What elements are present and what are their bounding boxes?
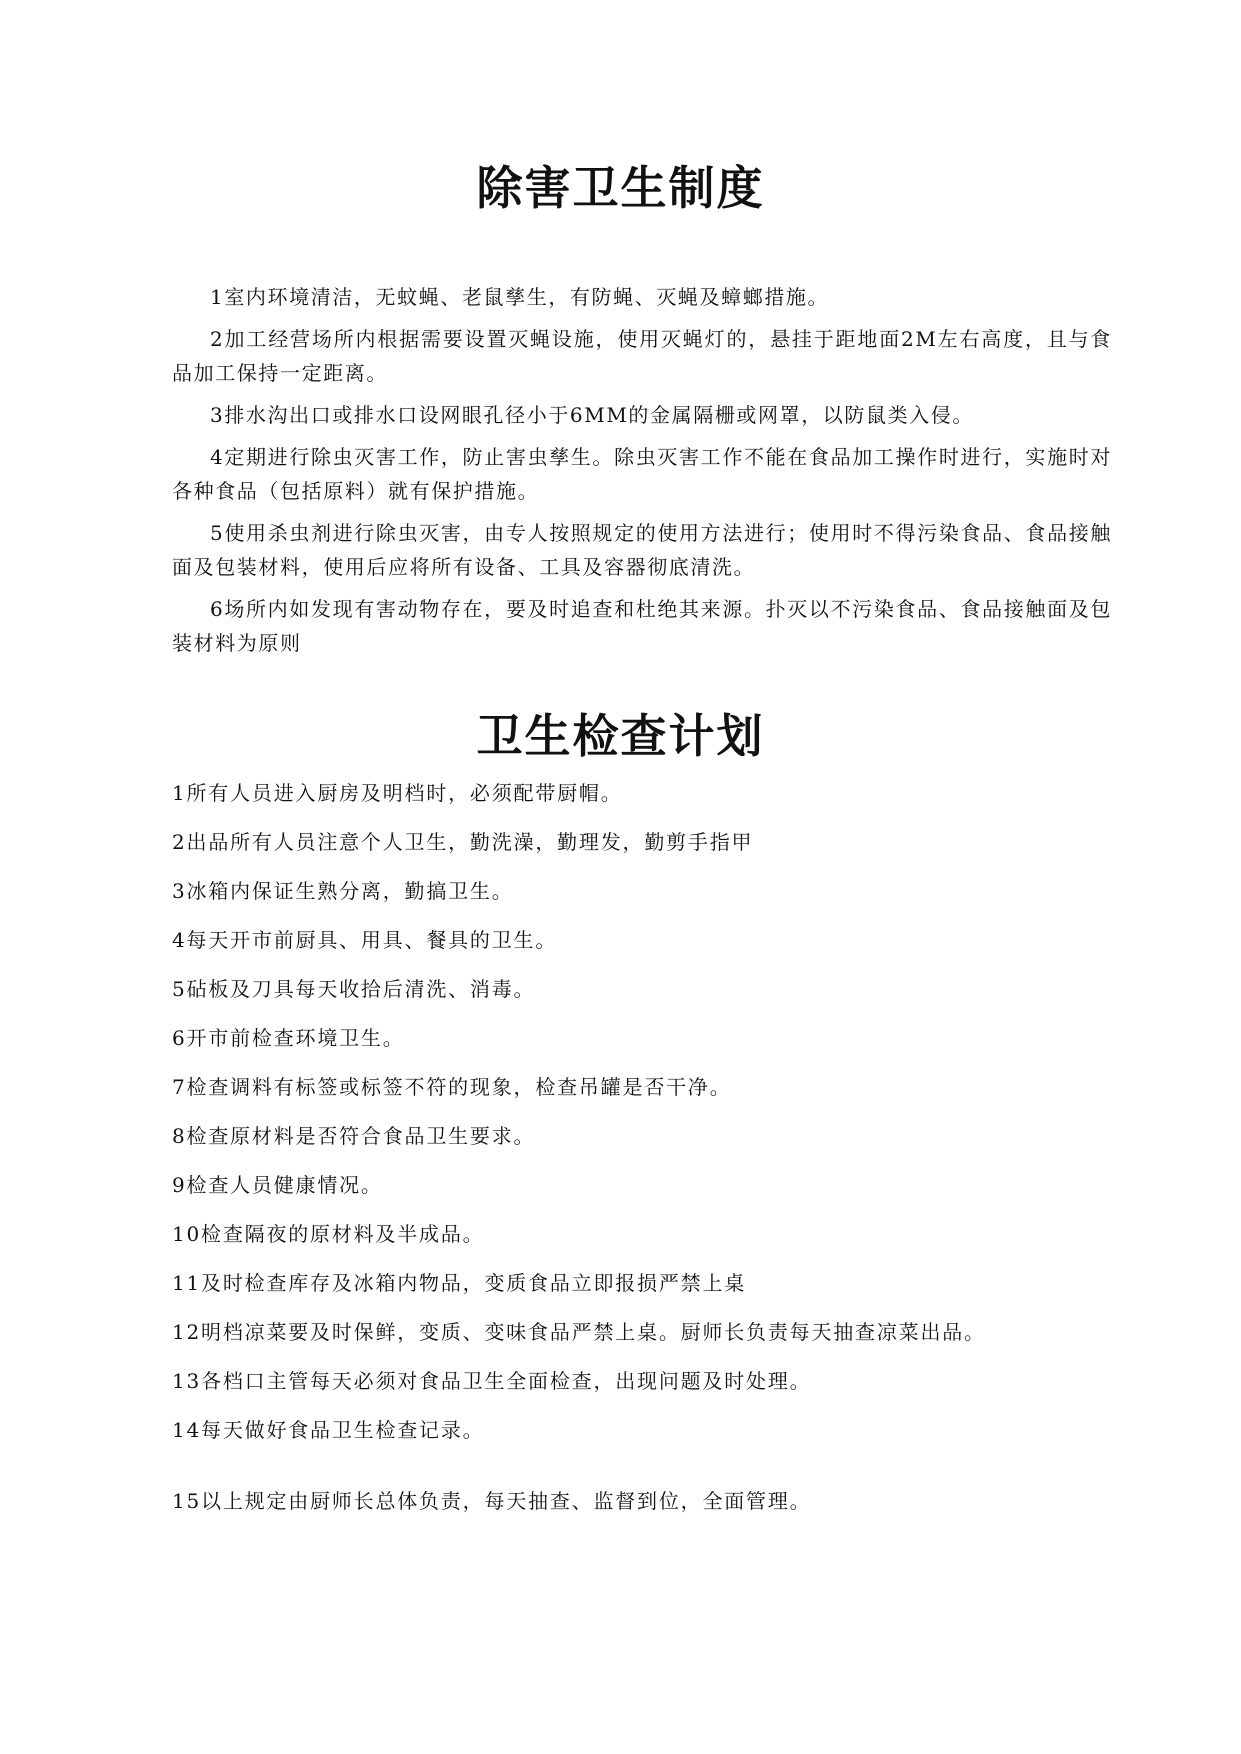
list-item: 12明档凉菜要及时保鲜，变质、变味食品严禁上桌。厨师长负责每天抽查凉菜出品。 bbox=[172, 1320, 986, 1344]
list-item: 11及时检查库存及冰箱内物品，变质食品立即报损严禁上桌 bbox=[172, 1271, 747, 1295]
list-item: 6开市前检查环境卫生。 bbox=[172, 1026, 405, 1050]
list-item: 14每天做好食品卫生检查记录。 bbox=[172, 1418, 485, 1442]
list-item: 10检查隔夜的原材料及半成品。 bbox=[172, 1222, 485, 1246]
list-item: 5砧板及刀具每天收拾后清洗、消毒。 bbox=[172, 977, 536, 1001]
rule-paragraph: 3排水沟出口或排水口设网眼孔径小于6MM的金属隔栅或网罩，以防鼠类入侵。 bbox=[210, 403, 975, 427]
list-item: 15以上规定由厨师长总体负责，每天抽查、监督到位，全面管理。 bbox=[172, 1489, 812, 1513]
rule-paragraph: 5使用杀虫剂进行除虫灭害，由专人按照规定的使用方法进行；使用时不得污染食品、食品接触面及包装材料，使用后应将所有设备、工具及容器彻底清洗。 bbox=[172, 521, 1112, 579]
list-item: 3冰箱内保证生熟分离，勤搞卫生。 bbox=[172, 879, 514, 903]
pest-control-rules bbox=[172, 280, 1112, 668]
rule-paragraph: 1室内环境清洁，无蚊蝇、老鼠孳生，有防蝇、灭蝇及蟑螂措施。 bbox=[210, 285, 830, 309]
page-title: 除害卫生制度 bbox=[476, 161, 765, 215]
hygiene-inspection-list bbox=[172, 776, 1112, 1533]
list-item: 2出品所有人员注意个人卫生，勤洗澡，勤理发，勤剪手指甲 bbox=[172, 830, 754, 854]
list-item: 7检查调料有标签或标签不符的现象，检查吊罐是否干净。 bbox=[172, 1075, 732, 1099]
list-item: 8检查原材料是否符合食品卫生要求。 bbox=[172, 1124, 536, 1148]
rule-paragraph: 6场所内如发现有害动物存在，要及时追查和杜绝其来源。扑灭以不污染食品、食品接触面及包装材料为原则 bbox=[172, 597, 1112, 655]
rule-paragraph: 2加工经营场所内根据需要设置灭蝇设施，使用灭蝇灯的，悬挂于距地面2M左右高度，且与食品加工保持一定距离。 bbox=[172, 327, 1112, 385]
list-item: 13各档口主管每天必须对食品卫生全面检查，出现问题及时处理。 bbox=[172, 1369, 812, 1393]
list-item: 9检查人员健康情况。 bbox=[172, 1173, 383, 1197]
section-title: 卫生检查计划 bbox=[476, 709, 765, 763]
rule-paragraph: 4定期进行除虫灭害工作，防止害虫孳生。除虫灭害工作不能在食品加工操作时进行，实施时对各种食品（包括原料）就有保护措施。 bbox=[172, 445, 1112, 503]
list-item: 1所有人员进入厨房及明档时，必须配带厨帽。 bbox=[172, 781, 623, 805]
list-item: 4每天开市前厨具、用具、餐具的卫生。 bbox=[172, 928, 558, 952]
